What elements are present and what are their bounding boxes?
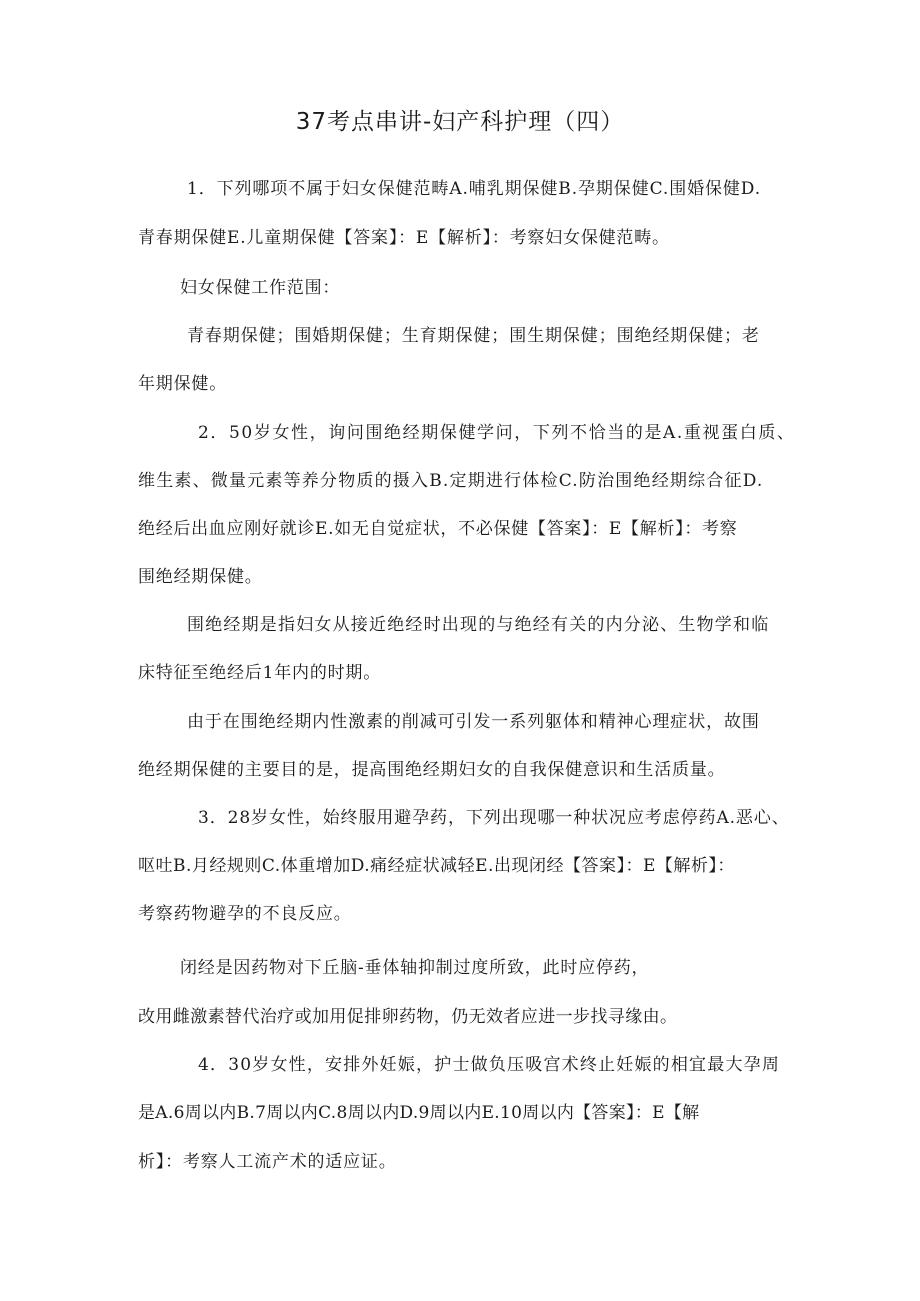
- text-line: 改用雌激素替代治疗或加用促排卵药物，仍无效者应进一步找寻缘由。: [138, 1007, 678, 1027]
- text-line: 围绝经期是指妇女从接近绝经时出现的与绝经有关的内分泌、生物学和临: [187, 615, 770, 635]
- text-line: 闭经是因药物对下丘脑-垂体轴抑制过度所致，此时应停药，: [180, 958, 650, 978]
- text-line: 青春期保健E.儿童期保健【答案】：E【解析】：考察妇女保健范畴。: [138, 228, 670, 248]
- text-line: 1．下列哪项不属于妇女保健范畴A.哺乳期保健B.孕期保健C.围婚保健D.: [187, 179, 762, 199]
- text-line: 呕吐B.月经规则C.体重增加D.痛经症状减轻E.出现闭经【答案】：E【解析】：: [138, 856, 735, 876]
- text-line: 妇女保健工作范围：: [180, 278, 341, 298]
- text-line: 4．30岁女性，安排外妊娠，护士做负压吸宫术终止妊娠的相宜最大孕周: [198, 1055, 781, 1075]
- document-title: 37考点串讲-妇产科护理（四）: [295, 109, 625, 135]
- text-line: 维生素、微量元素等养分物质的摄入B.定期进行体检C.防治围绝经期综合征D.: [138, 471, 764, 491]
- text-line: 围绝经期保健。: [138, 567, 263, 587]
- text-line: 绝经期保健的主要目的是，提高围绝经期妇女的自我保健意识和生活质量。: [138, 760, 726, 780]
- text-line: 考察药物避孕的不良反应。: [138, 904, 352, 924]
- text-line: 年期保健。: [138, 374, 227, 394]
- text-line: 3．28岁女性，始终服用避孕药，下列出现哪一种状况应考虑停药A.恶心、: [198, 808, 790, 828]
- text-line: 2．50岁女性，询问围绝经期保健学问，下列不恰当的是A.重视蛋白质、: [198, 423, 796, 443]
- text-line: 青春期保健；围婚期保健；生育期保健；围生期保健；围绝经期保健；老: [187, 326, 760, 346]
- text-line: 床特征至绝经后1年内的时期。: [138, 663, 382, 683]
- text-line: 绝经后出血应刚好就诊E.如无自觉症状，不必保健【答案】：E【解析】：考察: [138, 519, 738, 539]
- text-line: 是A.6周以内B.7周以内C.8周以内D.9周以内E.10周以内【答案】：E【解: [138, 1103, 700, 1123]
- text-line: 析】：考察人工流产术的适应证。: [138, 1152, 397, 1172]
- text-line: 由于在围绝经期内性激素的削减可引发一系列躯体和精神心理症状，故围: [187, 712, 760, 732]
